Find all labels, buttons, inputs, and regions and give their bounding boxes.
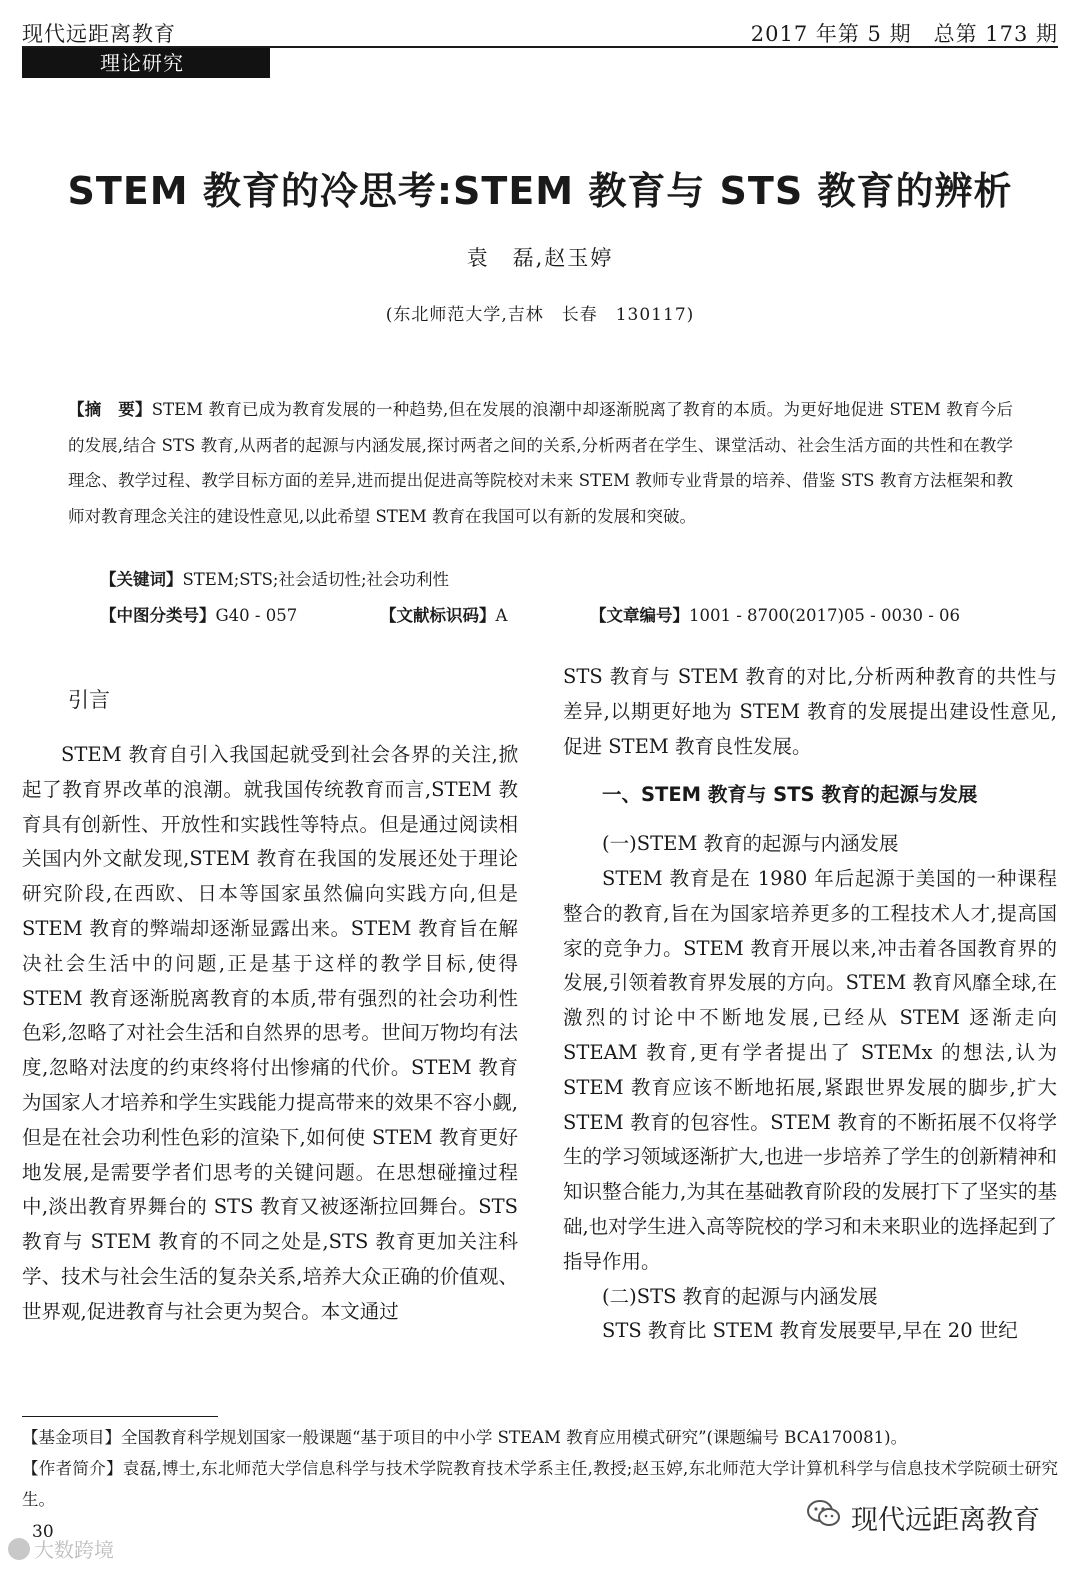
page-number: 30 bbox=[32, 1522, 54, 1542]
author-bio-note: 【作者简介】袁磊,博士,东北师范大学信息科学与技术学院教育技术学系主任,教授;赵玉婷,东北师范大学计算机科学与信息技术学院硕士研究生。 bbox=[22, 1459, 1058, 1509]
clc-label: 【中图分类号】 bbox=[100, 606, 216, 625]
article-number-label: 【文章编号】 bbox=[590, 606, 689, 625]
doc-value: A bbox=[495, 606, 508, 625]
document-code bbox=[380, 602, 507, 626]
article-number bbox=[590, 602, 960, 626]
watermark-right bbox=[807, 1498, 1040, 1537]
intro-paragraph: STEM 教育自引入我国起就受到社会各界的关注,掀起了教育界改革的浪潮。就我国传统教育而言,STEM 教育具有创新性、开放性和实践性等特点。但是通过阅读相关国内外文献发现,STEM 教育在我国的发展还处于理论研究阶段,在西欧、日本等国家虽然偏向实践方向,但是 STEM 教育的弊端却逐渐显露出来。STEM 教育旨在解决社会生活中的问题,正是基于这样的教学目标,使得 STEM 教育逐渐脱离教育的本质,带有强烈的社会功利性色彩,忽略了对社会生活和自然界的思考。世间万物均有法度,忽略对法度的约束终将付出惨痛的代价。STEM 教育为国家人才培养和学生实践能力提高带来的效果不容小觑,但是在社会功利性色彩的渲染下,如何使 STEM 教育更好地发展,是需要学者们思考的关键问题。在思想碰撞过程中,淡出教育界舞台的 STS 教育又被逐渐拉回舞台。STS 教育与 STEM 教育的不同之处是,STS 教育更加关注科学、技术与社会生活的复杂关系,培养大众正确的价值观、世界观,促进教育与社会更为契合。本文通过 bbox=[22, 743, 518, 1323]
article-number-value: 1001 - 8700(2017)05 - 0030 - 06 bbox=[689, 606, 961, 625]
abstract bbox=[68, 392, 1013, 534]
chat-bubble-icon bbox=[8, 1538, 30, 1560]
abstract-text: STEM 教育已成为教育发展的一种趋势,但在发展的浪潮中却逐渐脱离了教育的本质。为更好地促进 STEM 教育今后的发展,结合 STS 教育,从两者的起源与内涵发展,探讨两者之间的关系,分析两者在学生、课堂活动、社会生活方面的共性和在教学理念、教学过程、教学目标方面的差异,进而提出促进高等院校对未来 STEM 教师专业背景的培养、借鉴 STS 教育方法框架和教师对教育理念关注的建设性意见,以此希望 STEM 教育在我国可以有新的发展和突破。 bbox=[68, 400, 1014, 526]
wechat-icon bbox=[807, 1499, 841, 1536]
watermark-right-text: 现代远距离教育 bbox=[851, 1505, 1040, 1536]
keywords-text: STEM;STS;社会适切性;社会功利性 bbox=[182, 570, 450, 589]
keywords bbox=[100, 566, 449, 590]
left-column bbox=[22, 738, 518, 1330]
subsection2-heading: (二)STS 教育的起源与内涵发展 bbox=[602, 1284, 878, 1308]
watermark-left bbox=[8, 1534, 114, 1563]
clc-number bbox=[100, 602, 297, 626]
journal-name: 现代远距离教育 bbox=[22, 22, 176, 46]
intro-continuation: STS 教育与 STEM 教育的对比,分析两种教育的共性与差异,以期更好地为 STEM 教育的发展提出建设性意见,促进 STEM 教育良性发展。 bbox=[563, 665, 1057, 758]
section-banner bbox=[22, 48, 270, 78]
subsection1-paragraph: STEM 教育是在 1980 年后起源于美国的一种课程整合的教育,旨在为国家培养更多的工程技术人才,提高国家的竞争力。STEM 教育开展以来,冲击着各国教育界的发展,引领着教育界发展的方向。STEM 教育风靡全球,在激烈的讨论中不断地发展,已经从 STEM 逐渐走向 STEAM 教育,更有学者提出了 STEMx 的想法,认为 STEM 教育应该不断地拓展,紧跟世界发展的脚步,扩大 STEM 教育的包容性。STEM 教育的不断拓展不仅将学生的学习领域逐渐扩大,也进一步培养了学生的创新精神和知识整合能力,为其在基础教育阶段的发展打下了坚实的基础,也对学生进入高等院校的学习和未来职业的选择起到了指导作用。 bbox=[563, 866, 1057, 1273]
issue-info: 2017 年第 5 期 总第 173 期 bbox=[750, 22, 1058, 46]
article-authors: 袁 磊,赵玉婷 bbox=[466, 246, 614, 270]
keywords-label: 【关键词】 bbox=[100, 570, 183, 589]
subsection1-heading: (一)STEM 教育的起源与内涵发展 bbox=[602, 832, 899, 856]
footnote-rule bbox=[22, 1416, 218, 1417]
watermark-left-text: 大数跨境 bbox=[34, 1538, 114, 1562]
section1-heading: 一、STEM 教育与 STS 教育的起源与发展 bbox=[602, 783, 978, 807]
abstract-label: 【摘 要】 bbox=[68, 400, 152, 419]
doc-label: 【文献标识码】 bbox=[380, 606, 496, 625]
article-title: STEM 教育的冷思考:STEM 教育与 STS 教育的辨析 bbox=[67, 169, 1013, 213]
right-column bbox=[563, 660, 1057, 1349]
fund-note: 【基金项目】全国教育科学规划国家一般课题“基于项目的中小学 STEAM 教育应用模式研究”(课题编号 BCA170081)。 bbox=[22, 1428, 908, 1447]
clc-value: G40 - 057 bbox=[215, 606, 298, 625]
intro-heading: 引言 bbox=[68, 688, 110, 712]
author-affiliation: (东北师范大学,吉林 长春 130117) bbox=[385, 305, 695, 325]
subsection2-paragraph: STS 教育比 STEM 教育发展要早,早在 20 世纪 bbox=[602, 1319, 1018, 1343]
section-label: 理论研究 bbox=[100, 51, 184, 75]
